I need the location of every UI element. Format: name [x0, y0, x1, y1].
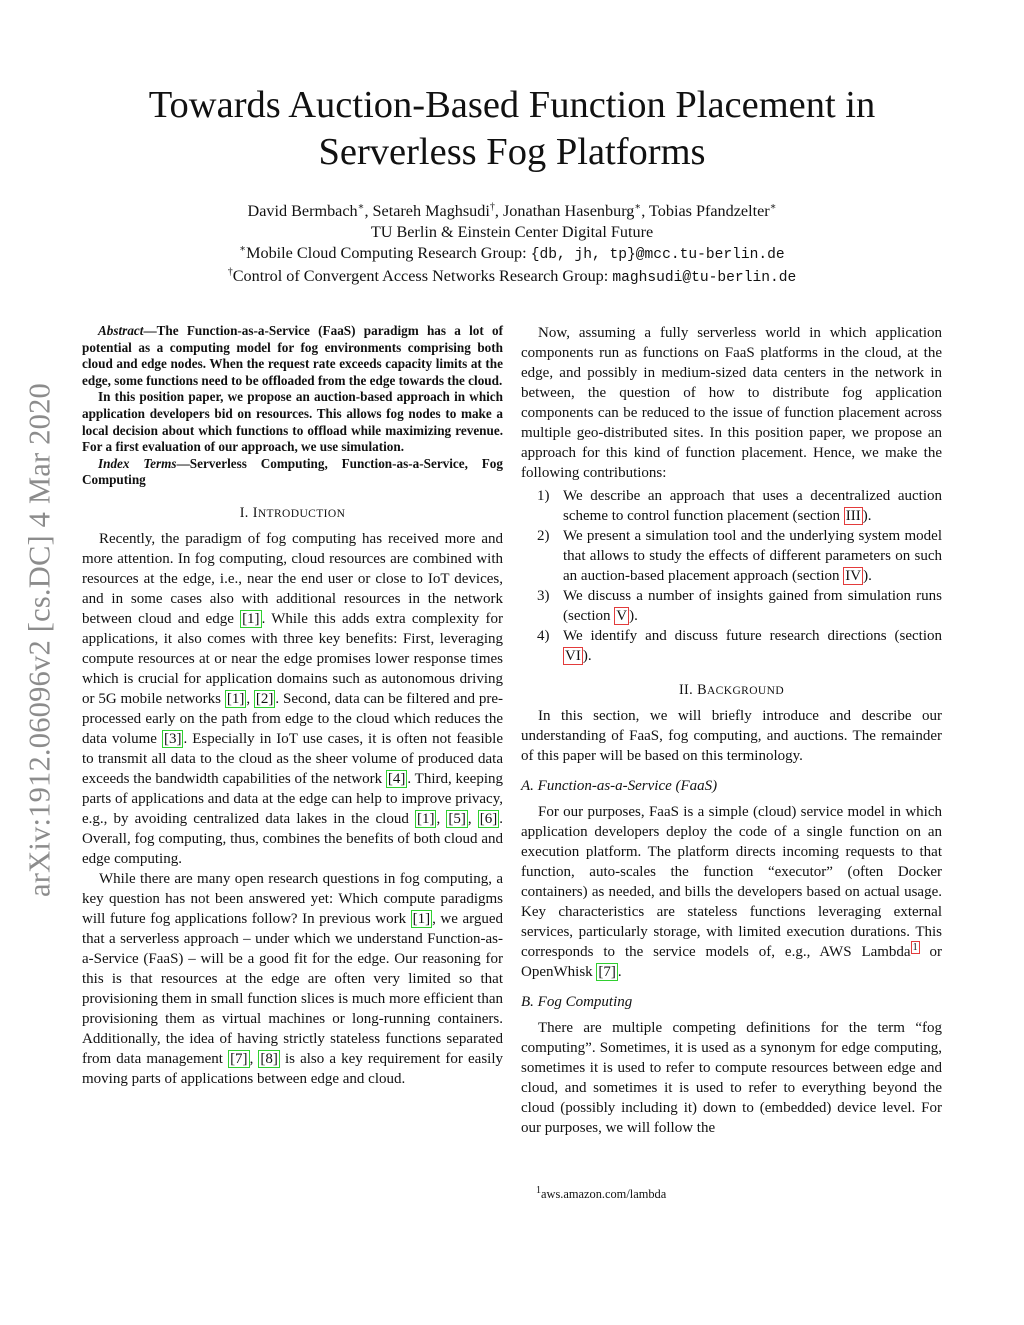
- email-2[interactable]: maghsudi@tu-berlin.de: [612, 270, 797, 286]
- citation-link[interactable]: [6]: [479, 810, 498, 827]
- citation-link[interactable]: [8]: [260, 1050, 278, 1067]
- section-ref-link[interactable]: VI: [565, 648, 581, 664]
- citation-link[interactable]: [4]: [387, 770, 406, 787]
- faas-paragraph: For our purposes, FaaS is a simple (cloud) service model in which application developers deploy the code of a single function on an execution platform. The platform directs incoming requests to that function, auto-scales the function “executor” (often Docker containers) as needed, and bills the developers based on actual usage. Key characteristics are stateless functions leveraging external services, particularly storage, with limited execution durations. This corresponds to the service models of, e.g., AWS Lambda $^1$ or OpenWhisk [7] .: [521, 804, 942, 980]
- list-item: 4) We identify and discuss future research directions (section VI ).: [537, 628, 942, 664]
- citation-link[interactable]: [1]: [226, 690, 245, 707]
- citation-link[interactable]: [2]: [255, 690, 274, 707]
- list-item: 2) We present a simulation tool and the underlying system model that allows to study the effects of different parameters on such an auction-based placement approach (section IV ).: [537, 528, 942, 584]
- affiliation-group-2: †Control of Convergent Access Networks Research Group: maghsudi@tu-berlin.de: [227, 266, 797, 286]
- footnote-link[interactable]: aws.amazon.com/lambda: [541, 1187, 667, 1201]
- citation-link[interactable]: [7]: [230, 1050, 248, 1067]
- intro-paragraph-3: Now, assuming a fully serverless world in which application components run as functions on FaaS platforms in the cloud, at the edge, and possibly in medium-sized data centers in the network in between, the question of how to distribute fog application components can be reduced to the issue of function placement across multiple geo-distributed sites. In this position paper, we propose an approach for this kind of function placement. Hence, we make the following contributions:: [521, 325, 942, 481]
- affiliation: TU Berlin & Einstein Center Digital Future: [370, 223, 654, 241]
- intro-paragraph-2: While there are many open research questions in fog computing, a key question has not been answered yet: Which compute paradigms will future fog applications follow? In previous work [1] , we argued that a serverless approach – under which we understand Function-as-a-Service (FaaS) – will be a good fit for the edge. Our reasoning for this is that resources at the edge are often very limited so that provisioning them in small function slices is much more efficient than provisioning them as virtual machines or long-running containers. Additionally, the idea of having strictly stateless functions separated from data management [7] , [8] is also a key requirement for easily moving parts of applications between edge and cloud.: [82, 870, 503, 1087]
- citation-link[interactable]: [7]: [598, 964, 616, 980]
- citation-link[interactable]: [1]: [416, 810, 435, 827]
- left-column: [82, 323, 503, 1089]
- subsection-heading-fog: B. Fog Computing: [521, 994, 633, 1010]
- section-ref-link[interactable]: V: [616, 608, 628, 624]
- fog-paragraph: There are multiple competing definitions for the term “fog computing”. Sometimes, it is used as a synonym for edge computing, sometimes it is used to refer to compute resources between edge and cloud, and sometimes it is used to refer to everything beyond the cloud (possibly including it) down to (embedded) device level. For our purposes, we will follow the: [521, 1020, 942, 1136]
- author-block: [80, 201, 944, 289]
- abstract: Abstract—The Function-as-a-Service (FaaS) paradigm has a lot of potential as a computing model for fog environments comprising both cloud and edge nodes. When the request rate exceeds capacity limits at the edge, some functions need to be offloaded from the edge towards the cloud. In this position paper, we propose an auction-based approach in which application developers bid on resources. This allows fog nodes to make a local decision about which functions to offload while maximizing revenue. For a first evaluation of our approach, we use simulation. Index Terms—Serverless Computing, Function-as-a-Service, Fog Computing: [82, 323, 503, 488]
- list-item: 3) We discuss a number of insights gained from simulation runs (section V ).: [537, 588, 942, 624]
- citation-link[interactable]: [5]: [448, 810, 466, 827]
- citation-link[interactable]: [1]: [412, 910, 431, 927]
- arxiv-stamp: [0, 0, 80, 1325]
- list-item: 1) We describe an approach that uses a decentralized auction scheme to control function placement (section III ).: [537, 488, 942, 524]
- paper-title: Towards Auction-Based Function Placement in Serverless Fog Platforms: [148, 84, 876, 173]
- section-ref-link[interactable]: IV: [845, 568, 862, 584]
- right-column: [521, 323, 942, 1138]
- email-1[interactable]: {db, jh, tp}@mcc.tu-berlin.de: [530, 247, 785, 263]
- citation-link[interactable]: [1]: [242, 610, 260, 627]
- contributions-list: [521, 486, 942, 666]
- footnote-ref-link[interactable]: 1: [912, 942, 918, 953]
- background-paragraph: In this section, we will briefly introduce and describe our understanding of FaaS, fog computing, and auctions. The remainder of this paper will be based on this terminology.: [521, 708, 942, 764]
- citation-link[interactable]: [3]: [163, 730, 182, 747]
- index-terms: Index Terms—Serverless Computing, Function-as-a-Service, Fog Computing: [82, 455, 503, 488]
- subsection-heading-faas: A. Function-as-a-Service (FaaS): [521, 778, 718, 794]
- section-heading-background: II. BACKGROUND: [678, 682, 785, 698]
- arxiv-id: arXiv:1912.06096v2 [cs.DC] 4 Mar 2020: [22, 383, 57, 897]
- footnote: $^1$aws.amazon.com/lambda: [536, 1184, 667, 1201]
- affiliation-group-1: ∗Mobile Cloud Computing Research Group: {db, jh, tp}@mcc.tu-berlin.de: [239, 243, 785, 263]
- intro-paragraph-1: Recently, the paradigm of fog computing has received more and more attention. In fog computing, cloud resources are combined with resources at the edge, i.e., near the end user or close to IoT devices, and in some cases also with additional resources in the network between cloud and edge [1] . While this adds extra complexity for applications, it also comes with three key benefits: First, leveraging compute resources at or near the edge promises lower response times which is crucial for application domains such as autonomous driving or 5G mobile networks [1] , [2] . Second, data can be filtered and pre-processed early on the path from edge to the cloud which reduces the data volume [3] . Especially in IoT use cases, it is often not feasible to transmit all data to the cloud as the sheer volume of produced data exceeds the bandwidth capabilities of the network [4] . Third, keeping parts of applications and data at the edge can help to improve privacy, e.g., by avoiding centralized data lakes in the cloud [1] , [5] , [6] . Overall, fog computing, thus, combines the benefits of both cloud and edge computing.: [82, 530, 504, 867]
- section-ref-link[interactable]: III: [845, 508, 861, 524]
- author-list: David Bermbach∗, Setareh Maghsudi†, Jonathan Hasenburg∗, Tobias Pfandzelter∗: [247, 201, 777, 220]
- section-heading-introduction: I. INTRODUCTION: [239, 504, 346, 521]
